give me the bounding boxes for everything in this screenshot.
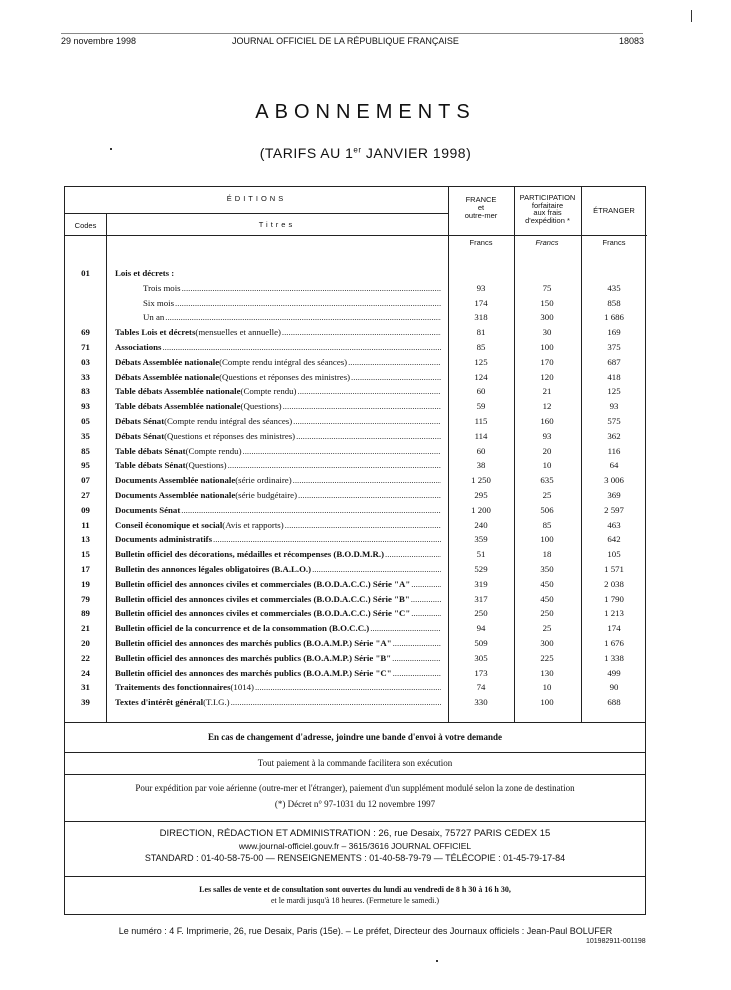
row-code: 13 bbox=[81, 534, 90, 545]
price-france: 59 bbox=[476, 401, 486, 412]
footer-print-code: 101982911-001198 bbox=[586, 938, 646, 945]
price-etranger: 1 790 bbox=[604, 593, 624, 604]
row-title bbox=[115, 680, 441, 694]
price-france: 319 bbox=[474, 578, 488, 589]
price-etranger: 174 bbox=[607, 623, 621, 634]
leader-dots bbox=[283, 399, 441, 413]
price-france: 81 bbox=[476, 327, 486, 338]
direction-address: DIRECTION, RÉDACTION ET ADMINISTRATION : 26, rue Desaix, 75727 PARIS CEDEX 15 bbox=[159, 828, 551, 839]
price-france: 125 bbox=[474, 356, 488, 367]
leader-dots bbox=[411, 606, 441, 620]
row-title-bold: Table débats Sénat bbox=[115, 460, 186, 471]
row-title bbox=[115, 458, 441, 472]
row-code: 89 bbox=[81, 608, 90, 619]
price-france: 93 bbox=[476, 282, 486, 293]
row-title-bold: Bulletin officiel des annonces civiles et commerciales (B.O.D.A.C.C.) Série "C" bbox=[115, 608, 411, 619]
phone-numbers: STANDARD : 01-40-58-75-00 — RENSEIGNEMENTS : 01-40-58-79-79 — TÉLÉCOPIE : 01-45-79-17-84 bbox=[144, 853, 566, 863]
table-row bbox=[65, 503, 647, 517]
row-title bbox=[115, 399, 441, 413]
row-title-bold: Débats Assemblée nationale bbox=[115, 371, 220, 382]
leader-dots bbox=[162, 340, 441, 354]
price-etranger: 858 bbox=[607, 297, 621, 308]
table-row bbox=[65, 370, 647, 384]
price-participation: 450 bbox=[540, 578, 554, 589]
leader-dots bbox=[312, 562, 441, 576]
price-france: 359 bbox=[474, 534, 488, 545]
row-title bbox=[115, 695, 441, 709]
price-participation: 30 bbox=[542, 327, 552, 338]
leader-dots bbox=[182, 281, 441, 295]
row-code: 15 bbox=[81, 549, 90, 560]
row-title-bold: Associations bbox=[115, 342, 162, 352]
row-title-bold: Textes d'intérêt général bbox=[115, 697, 204, 708]
table-row bbox=[65, 473, 647, 487]
row-title-bold: Bulletin officiel de la concurrence et de la consommation (B.O.C.C.) bbox=[115, 623, 370, 634]
participation-heading bbox=[514, 194, 581, 224]
row-title bbox=[143, 296, 441, 310]
price-france: 74 bbox=[476, 682, 486, 693]
row-title bbox=[143, 310, 441, 324]
row-title-bold: Documents Assemblée nationale bbox=[115, 475, 236, 486]
price-participation: 635 bbox=[540, 475, 554, 486]
row-title-bold: Conseil économique et social bbox=[115, 519, 223, 530]
row-code: 22 bbox=[81, 652, 90, 663]
table-row bbox=[65, 296, 647, 310]
price-france: 305 bbox=[474, 652, 488, 663]
row-title-bold: Bulletin officiel des annonces des marchés publics (B.O.A.M.P.) Série "B" bbox=[115, 652, 392, 663]
row-title bbox=[115, 503, 441, 517]
leader-dots bbox=[411, 577, 441, 591]
direction-block bbox=[64, 822, 646, 877]
header-journal-name: JOURNAL OFFICIEL DE LA RÉPUBLIQUE FRANÇAISE bbox=[232, 36, 459, 46]
subtitle-sup: er bbox=[353, 145, 362, 155]
leader-dots bbox=[348, 355, 441, 369]
row-code: 85 bbox=[81, 445, 90, 456]
table-row bbox=[65, 384, 647, 398]
row-code: 93 bbox=[81, 401, 90, 412]
row-code: 20 bbox=[81, 638, 90, 648]
subtitle-post: JANVIER 1998) bbox=[361, 145, 472, 161]
price-participation: 20 bbox=[542, 445, 552, 456]
table-row bbox=[65, 518, 647, 532]
row-title-bold: Documents Sénat bbox=[115, 504, 181, 515]
titres-heading: Titres bbox=[258, 220, 296, 229]
price-france: 60 bbox=[476, 386, 486, 397]
price-participation: 85 bbox=[542, 519, 552, 530]
participation-heading-line: forfaitaire bbox=[531, 200, 564, 210]
leader-dots bbox=[175, 296, 441, 310]
table-row bbox=[65, 429, 647, 443]
payment-text: Tout paiement à la commande facilitera son exécution bbox=[257, 758, 453, 768]
leader-dots bbox=[385, 547, 441, 561]
row-title-bold: Bulletin officiel des annonces des marchés publics (B.O.A.M.P.) Série "A" bbox=[115, 638, 392, 648]
price-france: 330 bbox=[474, 697, 488, 708]
unit-label: Francs bbox=[469, 238, 493, 247]
table-row bbox=[65, 444, 647, 458]
price-participation: 10 bbox=[542, 682, 552, 693]
price-participation: 100 bbox=[540, 697, 554, 708]
row-title-bold: Débats Assemblée nationale bbox=[115, 356, 220, 367]
leader-dots bbox=[293, 414, 441, 428]
row-title bbox=[115, 325, 441, 339]
row-title bbox=[115, 266, 441, 280]
row-code: 17 bbox=[81, 564, 90, 574]
row-title bbox=[115, 636, 441, 650]
price-france: 174 bbox=[474, 297, 488, 308]
row-title bbox=[115, 488, 441, 502]
participation-heading-line: d'expédition * bbox=[525, 215, 570, 225]
price-participation: 12 bbox=[542, 401, 552, 412]
row-title bbox=[115, 562, 441, 576]
leader-dots bbox=[293, 473, 441, 487]
price-participation: 75 bbox=[542, 282, 552, 293]
row-title-detail: (Questions et réponses des ministres) bbox=[164, 430, 296, 441]
row-title bbox=[115, 414, 441, 428]
payment-notice bbox=[64, 753, 646, 775]
price-etranger: 418 bbox=[607, 371, 621, 382]
price-etranger: 575 bbox=[607, 416, 621, 426]
row-code: 27 bbox=[81, 490, 90, 500]
table-row bbox=[65, 547, 647, 561]
table-row bbox=[65, 281, 647, 295]
price-participation: 300 bbox=[540, 638, 554, 648]
price-etranger: 642 bbox=[607, 534, 621, 545]
row-title-detail: (1014) bbox=[230, 682, 254, 693]
opening-hours-line1: Les salles de vente et de consultation sont ouvertes du lundi au vendredi de 8 h 30 à 16 h 30, bbox=[199, 885, 511, 894]
price-participation: 225 bbox=[540, 652, 554, 663]
table-row bbox=[65, 532, 647, 546]
row-title-bold: Tables Lois et décrets bbox=[115, 327, 196, 338]
scan-mark bbox=[691, 10, 692, 22]
row-title-bold: Documents Assemblée nationale bbox=[115, 490, 236, 500]
price-participation: 506 bbox=[540, 504, 554, 515]
row-title-detail: (Compte rendu) bbox=[240, 386, 297, 397]
scan-mark bbox=[110, 148, 112, 150]
row-code: 35 bbox=[81, 430, 90, 441]
table-row bbox=[65, 577, 647, 591]
leader-dots bbox=[228, 458, 441, 472]
footer-imprint: Le numéro : 4 F. Imprimerie, 26, rue Desaix, Paris (15e). – Le préfet, Directeur des Journaux officiels : Jean-Paul BOLUFER bbox=[118, 926, 613, 936]
tariff-table bbox=[64, 186, 646, 723]
leader-dots bbox=[213, 532, 441, 546]
row-title bbox=[115, 384, 441, 398]
row-code: 07 bbox=[81, 475, 90, 486]
price-participation: 10 bbox=[542, 460, 552, 471]
row-title bbox=[143, 281, 441, 295]
price-etranger: 435 bbox=[607, 282, 621, 293]
price-etranger: 125 bbox=[607, 386, 621, 397]
price-participation: 100 bbox=[540, 342, 554, 352]
row-code: 71 bbox=[81, 342, 90, 352]
leader-dots bbox=[370, 621, 441, 635]
price-participation: 25 bbox=[542, 623, 552, 634]
row-title-bold: Bulletin officiel des annonces civiles et commerciales (B.O.D.A.C.C.) Série "B" bbox=[115, 593, 410, 604]
table-row bbox=[65, 680, 647, 694]
air-shipping-text: Pour expédition par voie aérienne (outre-mer et l'étranger), paiement d'un supplément modulé selon la zone de destination bbox=[135, 783, 575, 793]
price-participation: 350 bbox=[540, 564, 554, 574]
leader-dots bbox=[165, 310, 441, 324]
price-participation: 100 bbox=[540, 534, 554, 545]
table-row bbox=[65, 592, 647, 606]
codes-heading: Codes bbox=[74, 221, 97, 230]
price-participation: 25 bbox=[542, 490, 552, 500]
row-title bbox=[115, 547, 441, 561]
price-etranger: 499 bbox=[607, 667, 621, 678]
row-title-bold: Débats Sénat bbox=[115, 430, 165, 441]
price-france: 173 bbox=[474, 667, 488, 678]
row-title bbox=[115, 340, 441, 354]
price-etranger: 369 bbox=[607, 490, 621, 500]
price-etranger: 1 338 bbox=[604, 652, 624, 663]
row-code: 95 bbox=[81, 460, 90, 471]
etranger-heading: ÉTRANGER bbox=[593, 206, 635, 215]
row-title-detail: Six mois bbox=[143, 297, 175, 308]
row-title-detail: (Avis et rapports) bbox=[222, 519, 284, 530]
website-minitel: www.journal-officiel.gouv.fr – 3615/3616 JOURNAL OFFICIEL bbox=[238, 841, 472, 851]
table-row bbox=[65, 562, 647, 576]
price-france: 115 bbox=[474, 416, 488, 426]
price-etranger: 362 bbox=[607, 430, 621, 441]
row-title-bold: Table débats Assemblée nationale bbox=[115, 401, 241, 412]
scan-mark bbox=[436, 960, 438, 962]
price-france: 295 bbox=[474, 490, 488, 500]
table-row bbox=[65, 458, 647, 472]
price-france: 1 250 bbox=[471, 475, 491, 486]
page-title: ABONNEMENTS bbox=[255, 101, 476, 123]
price-france: 60 bbox=[476, 445, 486, 456]
header-divider bbox=[65, 213, 448, 214]
table-row bbox=[65, 325, 647, 339]
unit-label: Francs bbox=[535, 238, 559, 247]
price-etranger: 116 bbox=[607, 445, 621, 456]
leader-dots bbox=[181, 503, 441, 517]
table-row bbox=[65, 399, 647, 413]
price-etranger: 90 bbox=[609, 682, 619, 693]
leader-dots bbox=[243, 444, 441, 458]
price-participation: 150 bbox=[540, 297, 554, 308]
row-title-bold: Bulletin officiel des annonces civiles et commerciales (B.O.D.A.C.C.) Série "A" bbox=[115, 578, 411, 589]
france-heading-line: FRANCE bbox=[465, 195, 497, 204]
price-etranger: 64 bbox=[609, 460, 619, 471]
address-change-notice bbox=[64, 723, 646, 753]
row-title-detail: (Questions et réponses des ministres) bbox=[219, 371, 351, 382]
price-participation: 450 bbox=[540, 593, 554, 604]
price-france: 1 200 bbox=[471, 504, 491, 515]
row-title-bold: Table débats Sénat bbox=[115, 445, 186, 456]
row-code: 24 bbox=[81, 667, 90, 678]
table-row bbox=[65, 651, 647, 665]
price-etranger: 1 686 bbox=[604, 312, 624, 323]
price-participation: 160 bbox=[540, 416, 554, 426]
price-participation: 300 bbox=[540, 312, 554, 323]
france-heading bbox=[448, 196, 514, 220]
price-participation: 93 bbox=[542, 430, 552, 441]
row-code: 19 bbox=[81, 578, 90, 589]
leader-dots bbox=[255, 680, 441, 694]
row-code: 83 bbox=[81, 386, 90, 397]
price-etranger: 1 676 bbox=[604, 638, 624, 648]
table-row bbox=[65, 414, 647, 428]
table-row bbox=[65, 488, 647, 502]
price-france: 114 bbox=[474, 430, 488, 441]
row-title-detail: (Compte rendu) bbox=[185, 445, 242, 456]
decree-note: (*) Décret n° 97-1031 du 12 novembre 1997 bbox=[274, 799, 436, 809]
row-title-bold: Bulletin officiel des décorations, médailles et récompenses (B.O.D.M.R.) bbox=[115, 549, 384, 560]
leader-dots bbox=[231, 695, 441, 709]
row-title-bold: Table débats Assemblée nationale bbox=[115, 386, 241, 397]
price-france: 51 bbox=[476, 549, 486, 560]
row-code: 69 bbox=[81, 327, 90, 338]
row-title-bold: Débats Sénat bbox=[115, 416, 165, 426]
row-title-detail: (série budgétaire) bbox=[235, 490, 298, 500]
row-title bbox=[115, 518, 441, 532]
leader-dots bbox=[392, 651, 441, 665]
price-etranger: 463 bbox=[607, 519, 621, 530]
header-date: 29 novembre 1998 bbox=[61, 36, 137, 46]
price-france: 85 bbox=[476, 342, 486, 352]
price-etranger: 688 bbox=[607, 697, 621, 708]
price-etranger: 105 bbox=[607, 549, 621, 560]
row-title bbox=[115, 666, 441, 680]
price-participation: 130 bbox=[540, 667, 554, 678]
leader-dots bbox=[298, 488, 441, 502]
address-change-text: En cas de changement d'adresse, joindre une bande d'envoi à votre demande bbox=[207, 732, 503, 742]
price-france: 94 bbox=[476, 623, 486, 634]
leader-dots bbox=[285, 518, 441, 532]
row-code: 21 bbox=[81, 623, 90, 634]
table-row bbox=[65, 695, 647, 709]
row-title bbox=[115, 532, 441, 546]
price-participation: 170 bbox=[540, 356, 554, 367]
editions-heading: ÉDITIONS bbox=[226, 194, 287, 203]
price-france: 250 bbox=[474, 608, 488, 619]
row-title-detail: (Questions) bbox=[185, 460, 227, 471]
row-code: 39 bbox=[81, 697, 90, 708]
participation-heading-line: aux frais bbox=[533, 208, 562, 217]
row-title-detail: (Compte rendu intégral des séances) bbox=[219, 356, 348, 367]
price-participation: 21 bbox=[542, 386, 552, 397]
price-participation: 120 bbox=[540, 371, 554, 382]
row-code: 05 bbox=[81, 416, 90, 426]
row-title-bold: Traitements des fonctionnaires bbox=[115, 682, 231, 693]
price-participation: 250 bbox=[540, 608, 554, 619]
row-title-bold: Documents administratifs bbox=[115, 534, 213, 545]
price-etranger: 2 597 bbox=[604, 504, 624, 515]
row-title-detail: (Questions) bbox=[240, 401, 282, 412]
opening-hours-block bbox=[64, 877, 646, 915]
table-row bbox=[65, 340, 647, 354]
price-france: 317 bbox=[474, 593, 488, 604]
leader-dots bbox=[351, 370, 441, 384]
table-row bbox=[65, 606, 647, 620]
row-title-detail: (T.I.G.) bbox=[203, 697, 230, 708]
subtitle-pre: (TARIFS AU 1 bbox=[259, 145, 354, 161]
price-france: 529 bbox=[474, 564, 488, 574]
price-france: 38 bbox=[476, 460, 486, 471]
row-code: 33 bbox=[81, 371, 90, 382]
table-row bbox=[65, 621, 647, 635]
leader-dots bbox=[282, 325, 441, 339]
row-title bbox=[115, 355, 441, 369]
price-france: 509 bbox=[474, 638, 488, 648]
france-heading-line: outre-mer bbox=[464, 211, 498, 220]
row-title bbox=[115, 606, 441, 620]
price-france: 240 bbox=[474, 519, 488, 530]
row-code: 03 bbox=[81, 356, 90, 367]
row-code: 09 bbox=[81, 504, 90, 515]
row-code: 79 bbox=[81, 593, 90, 604]
row-title bbox=[115, 444, 441, 458]
table-row bbox=[65, 310, 647, 324]
table-row bbox=[65, 636, 647, 650]
row-title bbox=[115, 370, 441, 384]
price-participation: 18 bbox=[542, 549, 552, 560]
header-page-number: 18083 bbox=[619, 36, 645, 46]
price-etranger: 169 bbox=[607, 327, 621, 338]
air-shipping-notice bbox=[64, 775, 646, 822]
row-title-detail: (Compte rendu intégral des séances) bbox=[164, 416, 293, 426]
row-code: 31 bbox=[81, 682, 90, 693]
row-title-bold: Bulletin des annonces légales obligatoires (B.A.L.O.) bbox=[115, 564, 312, 574]
price-etranger: 375 bbox=[607, 342, 621, 352]
row-title-bold: Bulletin officiel des annonces des marchés publics (B.O.A.M.P.) Série "C" bbox=[115, 667, 392, 678]
row-code: 11 bbox=[81, 519, 90, 530]
leader-dots bbox=[296, 429, 441, 443]
row-code: 01 bbox=[81, 268, 90, 278]
table-row bbox=[65, 666, 647, 680]
price-etranger: 1 571 bbox=[604, 564, 624, 574]
header-divider bbox=[65, 235, 647, 236]
price-etranger: 3 006 bbox=[604, 475, 624, 486]
header-rule bbox=[61, 33, 643, 34]
opening-hours-line2: et le mardi jusqu'à 18 heures. (Fermeture le samedi.) bbox=[270, 896, 440, 905]
leader-dots bbox=[393, 636, 441, 650]
row-title bbox=[115, 429, 441, 443]
price-etranger: 2 038 bbox=[604, 578, 624, 589]
price-france: 318 bbox=[474, 312, 488, 323]
participation-heading-line: PARTICIPATION bbox=[519, 193, 576, 202]
row-title-detail: Trois mois bbox=[143, 282, 181, 293]
unit-label: Francs bbox=[602, 238, 626, 247]
row-title bbox=[115, 592, 441, 606]
row-title bbox=[115, 621, 441, 635]
row-title bbox=[115, 577, 441, 591]
row-title bbox=[115, 651, 441, 665]
row-title-bold: Lois et décrets : bbox=[115, 268, 175, 278]
price-etranger: 687 bbox=[607, 356, 621, 367]
row-title-detail: (série ordinaire) bbox=[235, 475, 292, 486]
row-title-detail: Un an bbox=[143, 312, 165, 323]
price-etranger: 93 bbox=[609, 401, 619, 412]
price-etranger: 1 213 bbox=[604, 608, 624, 619]
france-heading-line: et bbox=[477, 203, 485, 212]
table-row bbox=[65, 266, 647, 280]
leader-dots bbox=[411, 592, 441, 606]
row-title bbox=[115, 473, 441, 487]
leader-dots bbox=[298, 384, 442, 398]
table-row bbox=[65, 355, 647, 369]
row-title-detail: (mensuelles et annuelle) bbox=[195, 327, 281, 338]
price-france: 124 bbox=[474, 371, 488, 382]
leader-dots bbox=[393, 666, 441, 680]
